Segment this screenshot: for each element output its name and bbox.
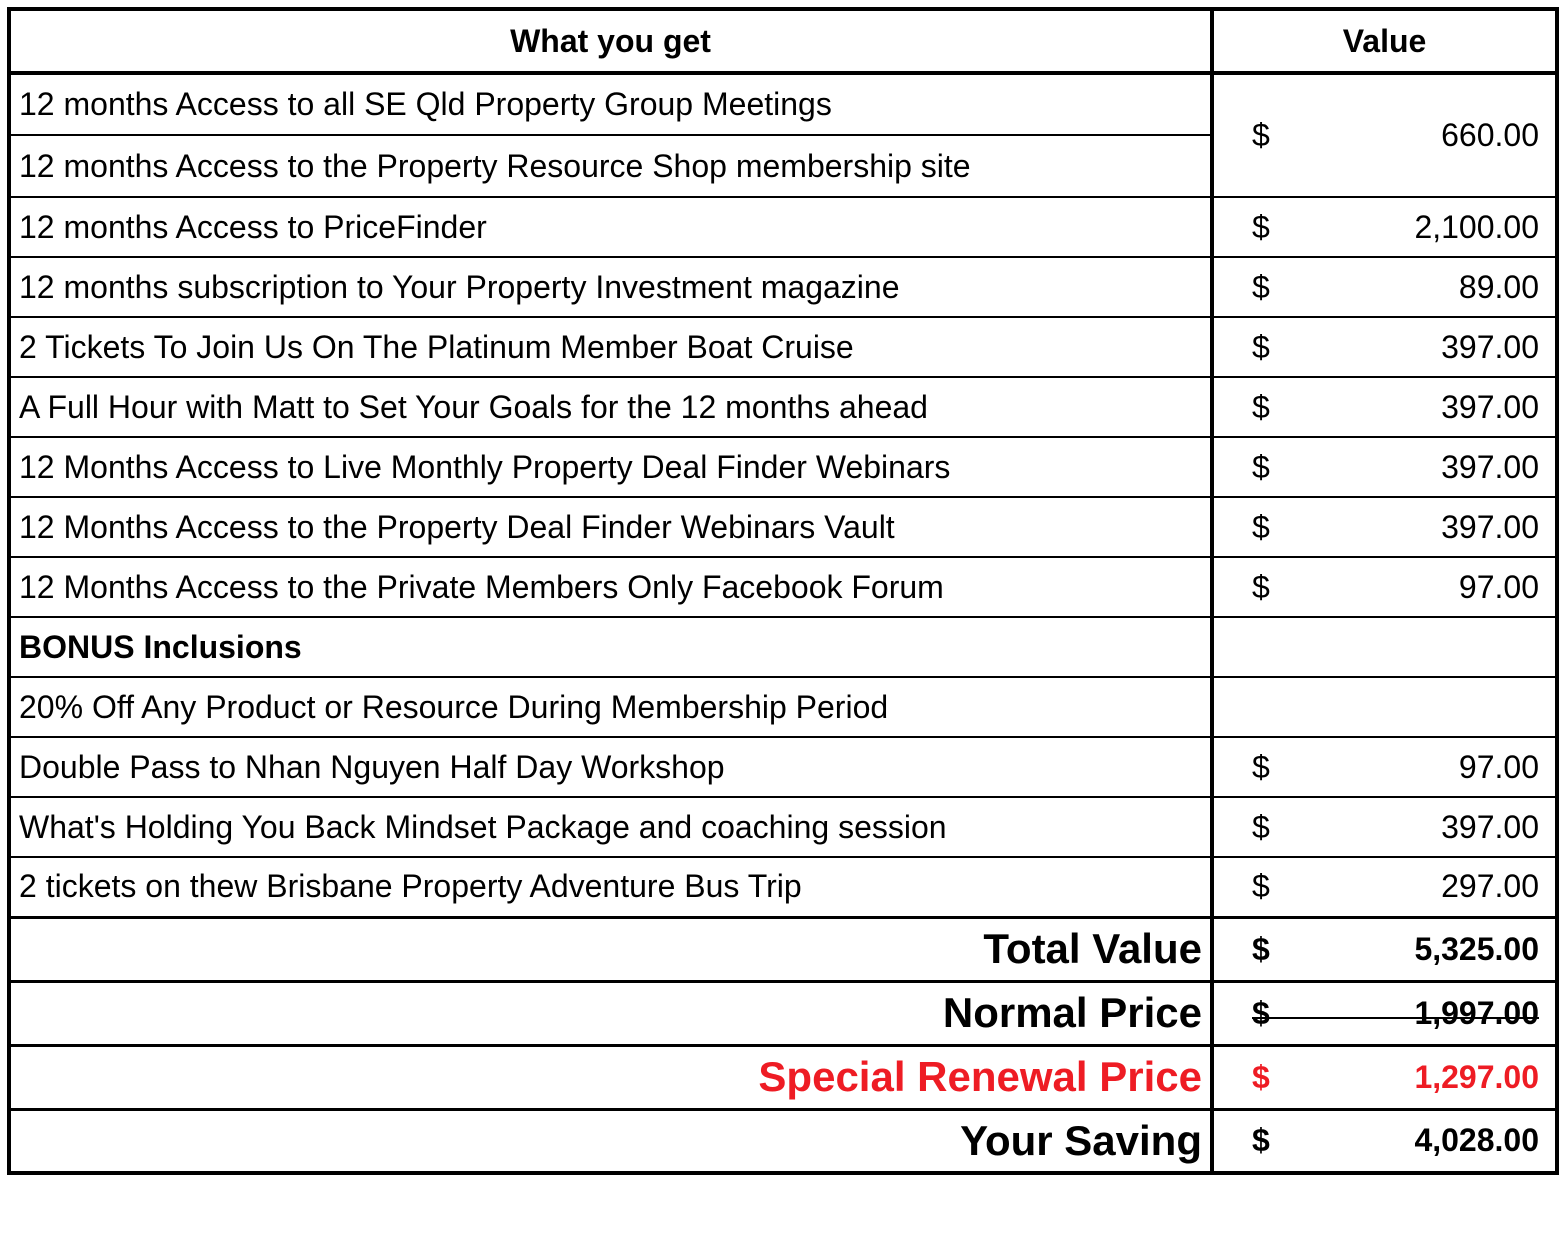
amount: 97.00: [1458, 568, 1539, 605]
currency-symbol: $: [1252, 1122, 1270, 1159]
currency-symbol: $: [1252, 1058, 1270, 1095]
item-value: [1212, 497, 1557, 557]
bonus-heading: BONUS Inclusions: [9, 617, 1212, 677]
currency-symbol: $: [1252, 508, 1270, 545]
table-row: [9, 617, 1557, 677]
item-label: 12 Months Access to the Property Deal Finder Webinars Vault: [9, 497, 1212, 557]
currency-symbol: $: [1252, 117, 1270, 153]
item-label: A Full Hour with Matt to Set Your Goals for the 12 months ahead: [9, 377, 1212, 437]
amount: 97.00: [1458, 748, 1539, 785]
item-value: [1212, 737, 1557, 797]
table-row: [9, 677, 1557, 737]
normal-price-row: [9, 981, 1557, 1045]
table-row: [9, 737, 1557, 797]
table-row: [9, 197, 1557, 257]
amount: 397.00: [1441, 808, 1539, 845]
currency-symbol: $: [1252, 868, 1270, 905]
currency-symbol: $: [1252, 208, 1270, 245]
special-price-label: Special Renewal Price: [9, 1045, 1212, 1109]
item-value: [1212, 317, 1557, 377]
value-table: [7, 7, 1559, 1175]
table-row: [9, 797, 1557, 857]
item-value: [1212, 437, 1557, 497]
table-row: [9, 73, 1557, 135]
table-row: [9, 377, 1557, 437]
currency-symbol: $: [1252, 388, 1270, 425]
currency-symbol: $: [1252, 994, 1270, 1031]
header-what-you-get: What you get: [9, 9, 1212, 73]
your-saving-amount: [1212, 1109, 1557, 1173]
currency-symbol: $: [1252, 930, 1270, 967]
table-row: [9, 257, 1557, 317]
amount: 2,100.00: [1414, 208, 1539, 245]
your-saving-row: [9, 1109, 1557, 1173]
item-label: What's Holding You Back Mindset Package and coaching session: [9, 797, 1212, 857]
item-label: 12 months Access to the Property Resource Shop membership site: [9, 135, 1212, 197]
item-label: Double Pass to Nhan Nguyen Half Day Workshop: [9, 737, 1212, 797]
item-value: [1212, 857, 1557, 917]
table-row: [9, 557, 1557, 617]
currency-symbol: $: [1252, 448, 1270, 485]
table-row: [9, 437, 1557, 497]
amount: 89.00: [1458, 268, 1539, 305]
total-value-amount: [1212, 917, 1557, 981]
item-label: 12 months Access to all SE Qld Property Group Meetings: [9, 73, 1212, 135]
item-value: [1212, 797, 1557, 857]
item-value: [1212, 197, 1557, 257]
amount: 660.00: [1441, 117, 1539, 153]
table-row: [9, 857, 1557, 917]
currency-symbol: $: [1252, 328, 1270, 365]
special-price-row: [9, 1045, 1557, 1109]
table-row: [9, 497, 1557, 557]
item-value-empty: [1212, 677, 1557, 737]
your-saving-label: Your Saving: [9, 1109, 1212, 1173]
item-value: [1212, 257, 1557, 317]
normal-price-amount: [1212, 981, 1557, 1045]
item-label: 20% Off Any Product or Resource During Membership Period: [9, 677, 1212, 737]
currency-symbol: $: [1252, 268, 1270, 305]
normal-price-label: Normal Price: [9, 981, 1212, 1045]
amount: 397.00: [1441, 328, 1539, 365]
table-header-row: [9, 9, 1557, 73]
total-value-row: [9, 917, 1557, 981]
item-value: [1212, 557, 1557, 617]
item-label: 12 Months Access to the Private Members Only Facebook Forum: [9, 557, 1212, 617]
amount: 5,325.00: [1414, 930, 1539, 967]
amount: 397.00: [1441, 448, 1539, 485]
amount: 397.00: [1441, 388, 1539, 425]
header-value: Value: [1212, 9, 1557, 73]
item-label: 12 Months Access to Live Monthly Property Deal Finder Webinars: [9, 437, 1212, 497]
currency-symbol: $: [1252, 748, 1270, 785]
item-label: 12 months subscription to Your Property Investment magazine: [9, 257, 1212, 317]
item-value: [1212, 73, 1557, 197]
amount: 4,028.00: [1414, 1122, 1539, 1159]
table-row: [9, 317, 1557, 377]
currency-symbol: $: [1252, 568, 1270, 605]
total-value-label: Total Value: [9, 917, 1212, 981]
strikethrough-line: [1252, 1017, 1539, 1019]
item-label: 12 months Access to PriceFinder: [9, 197, 1212, 257]
item-label: 2 Tickets To Join Us On The Platinum Member Boat Cruise: [9, 317, 1212, 377]
amount: 297.00: [1441, 868, 1539, 905]
currency-symbol: $: [1252, 808, 1270, 845]
item-value-empty: [1212, 617, 1557, 677]
amount: 1,997.00: [1414, 994, 1539, 1031]
item-value: [1212, 377, 1557, 437]
special-price-amount: [1212, 1045, 1557, 1109]
amount: 1,297.00: [1414, 1058, 1539, 1095]
item-label: 2 tickets on thew Brisbane Property Adventure Bus Trip: [9, 857, 1212, 917]
amount: 397.00: [1441, 508, 1539, 545]
value-table-container: [7, 7, 1555, 1175]
